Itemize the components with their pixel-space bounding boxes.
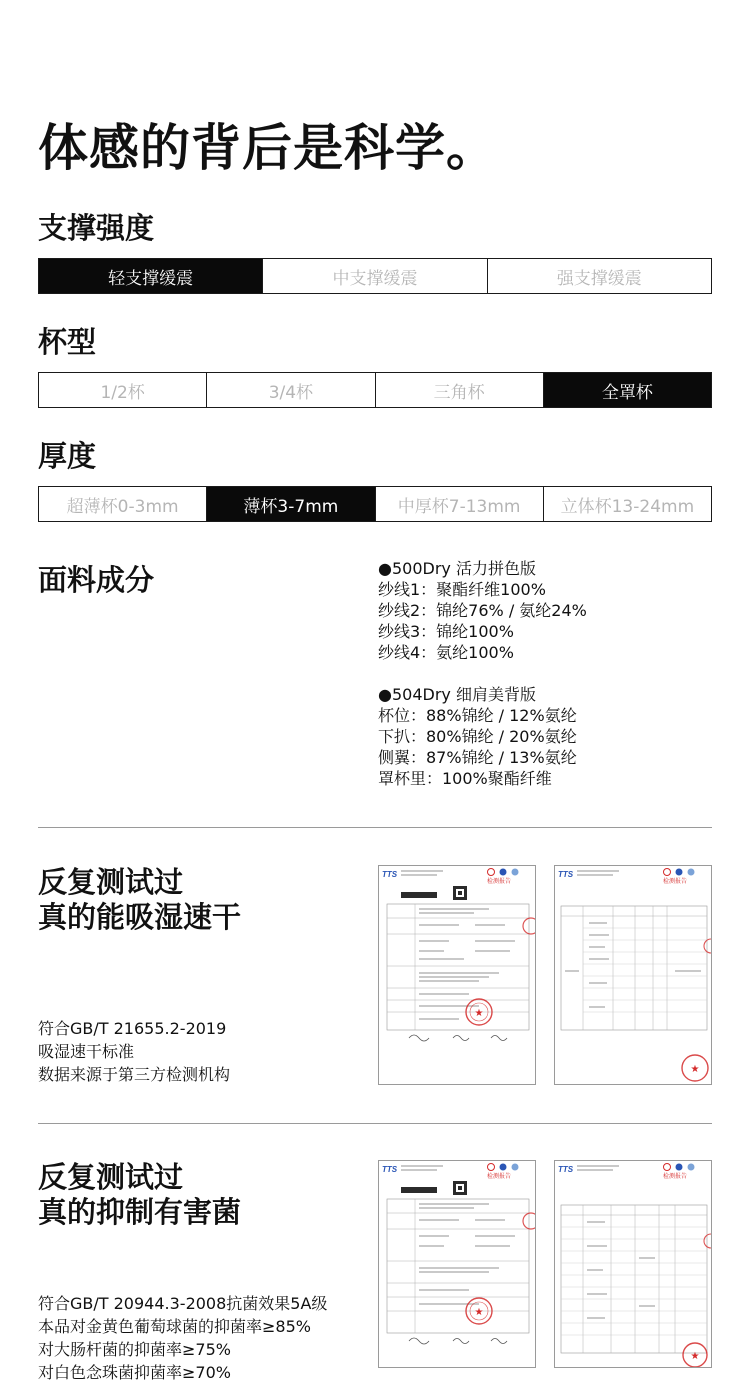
support-section-title: 支撑强度: [38, 211, 155, 245]
support-option-light[interactable]: 轻支撑缓震: [39, 259, 263, 293]
cup-selector: [38, 372, 712, 408]
svg-text:★: ★: [690, 1064, 700, 1075]
fabric-group-heading: ●500Dry 活力拼色版: [378, 559, 536, 578]
report-logo: TTS: [382, 1165, 398, 1174]
cup-option-half[interactable]: 1/2杯: [39, 373, 207, 407]
antibac-report-page-1[interactable]: [378, 1160, 536, 1368]
dry-test-title: [38, 865, 241, 935]
cup-option-three-quarter[interactable]: 3/4杯: [207, 373, 375, 407]
dry-test-title-line: 真的能吸湿速干: [38, 900, 242, 934]
fabric-line: 侧翼：87%锦纶 / 13%氨纶: [378, 748, 577, 767]
page-headline: 体感的背后是科学。: [38, 119, 497, 177]
support-option-medium[interactable]: 中支撑缓震: [263, 259, 487, 293]
report-header-label: 检测报告: [663, 878, 688, 885]
section-divider: [38, 1123, 712, 1124]
svg-text:★: ★: [474, 1307, 484, 1318]
antibac-test-title: [38, 1160, 241, 1230]
antibac-report-page-2[interactable]: [554, 1160, 712, 1368]
fabric-line: 纱线1：聚酯纤维100%: [378, 580, 546, 599]
fabric-group-500dry: [378, 558, 587, 663]
report-logo: TTS: [558, 870, 574, 879]
fabric-line: 纱线2：锦纶76% / 氨纶24%: [378, 601, 587, 620]
cup-option-triangle[interactable]: 三角杯: [376, 373, 544, 407]
antibac-test-title-line: 真的抑制有害菌: [38, 1195, 242, 1229]
thickness-option-ultrathin[interactable]: 超薄杯0-3mm: [39, 487, 207, 521]
dry-test-desc-line: 数据来源于第三方检测机构: [38, 1065, 231, 1084]
support-selector: [38, 258, 712, 294]
dry-test-desc-line: 吸湿速干标准: [38, 1042, 135, 1061]
fabric-group-504dry: [378, 684, 587, 789]
thickness-selector: [38, 486, 712, 522]
fabric-line: 纱线3：锦纶100%: [378, 622, 514, 641]
support-option-strong[interactable]: 强支撑缓震: [556, 268, 642, 289]
section-divider: [38, 827, 712, 828]
report-header-label: 检测报告: [487, 1173, 512, 1180]
report-header-label: 检测报告: [487, 878, 512, 885]
report-logo: TTS: [558, 1165, 574, 1174]
fabric-group-heading: ●504Dry 细肩美背版: [378, 685, 536, 704]
report-logo: TTS: [382, 870, 398, 879]
thickness-option-thin[interactable]: 薄杯3-7mm: [207, 487, 375, 521]
thickness-option-3d[interactable]: 立体杯13-24mm: [560, 496, 695, 517]
report-header-label: 检测报告: [663, 1173, 688, 1180]
antibac-test-title-line: 反复测试过: [38, 1160, 184, 1194]
antibac-test-desc-line: 本品对金黄色葡萄球菌的抑菌率≥85%: [38, 1317, 311, 1336]
antibac-test-desc-line: 对大肠杆菌的抑菌率≥75%: [38, 1340, 231, 1359]
svg-text:★: ★: [474, 1008, 484, 1019]
antibac-test-desc-line: 符合GB/T 20944.3-2008抗菌效果5A级: [38, 1294, 328, 1313]
fabric-line: 杯位：88%锦纶 / 12%氨纶: [378, 706, 577, 725]
dry-report-page-2[interactable]: [554, 865, 712, 1085]
fabric-line: 罩杯里：100%聚酯纤维: [378, 769, 552, 788]
antibac-test-desc-line: 对白色念珠菌抑菌率≥70%: [38, 1363, 231, 1382]
dry-test-description: [38, 1017, 230, 1086]
antibac-test-description: [38, 1292, 327, 1382]
fabric-composition: [378, 558, 587, 789]
fabric-section-title: 面料成分: [38, 563, 155, 597]
cup-section-title: 杯型: [38, 325, 97, 359]
dry-test-desc-line: 符合GB/T 21655.2-2019: [38, 1019, 227, 1038]
thickness-section-title: 厚度: [38, 439, 97, 473]
svg-text:★: ★: [690, 1351, 700, 1362]
fabric-line: 下扒：80%锦纶 / 20%氨纶: [378, 727, 577, 746]
cup-option-full[interactable]: 全罩杯: [544, 373, 711, 407]
dry-report-page-1[interactable]: [378, 865, 536, 1085]
thickness-option-medium[interactable]: 中厚杯7-13mm: [376, 487, 544, 521]
fabric-line: 纱线4：氨纶100%: [378, 643, 514, 662]
dry-test-title-line: 反复测试过: [38, 865, 184, 899]
